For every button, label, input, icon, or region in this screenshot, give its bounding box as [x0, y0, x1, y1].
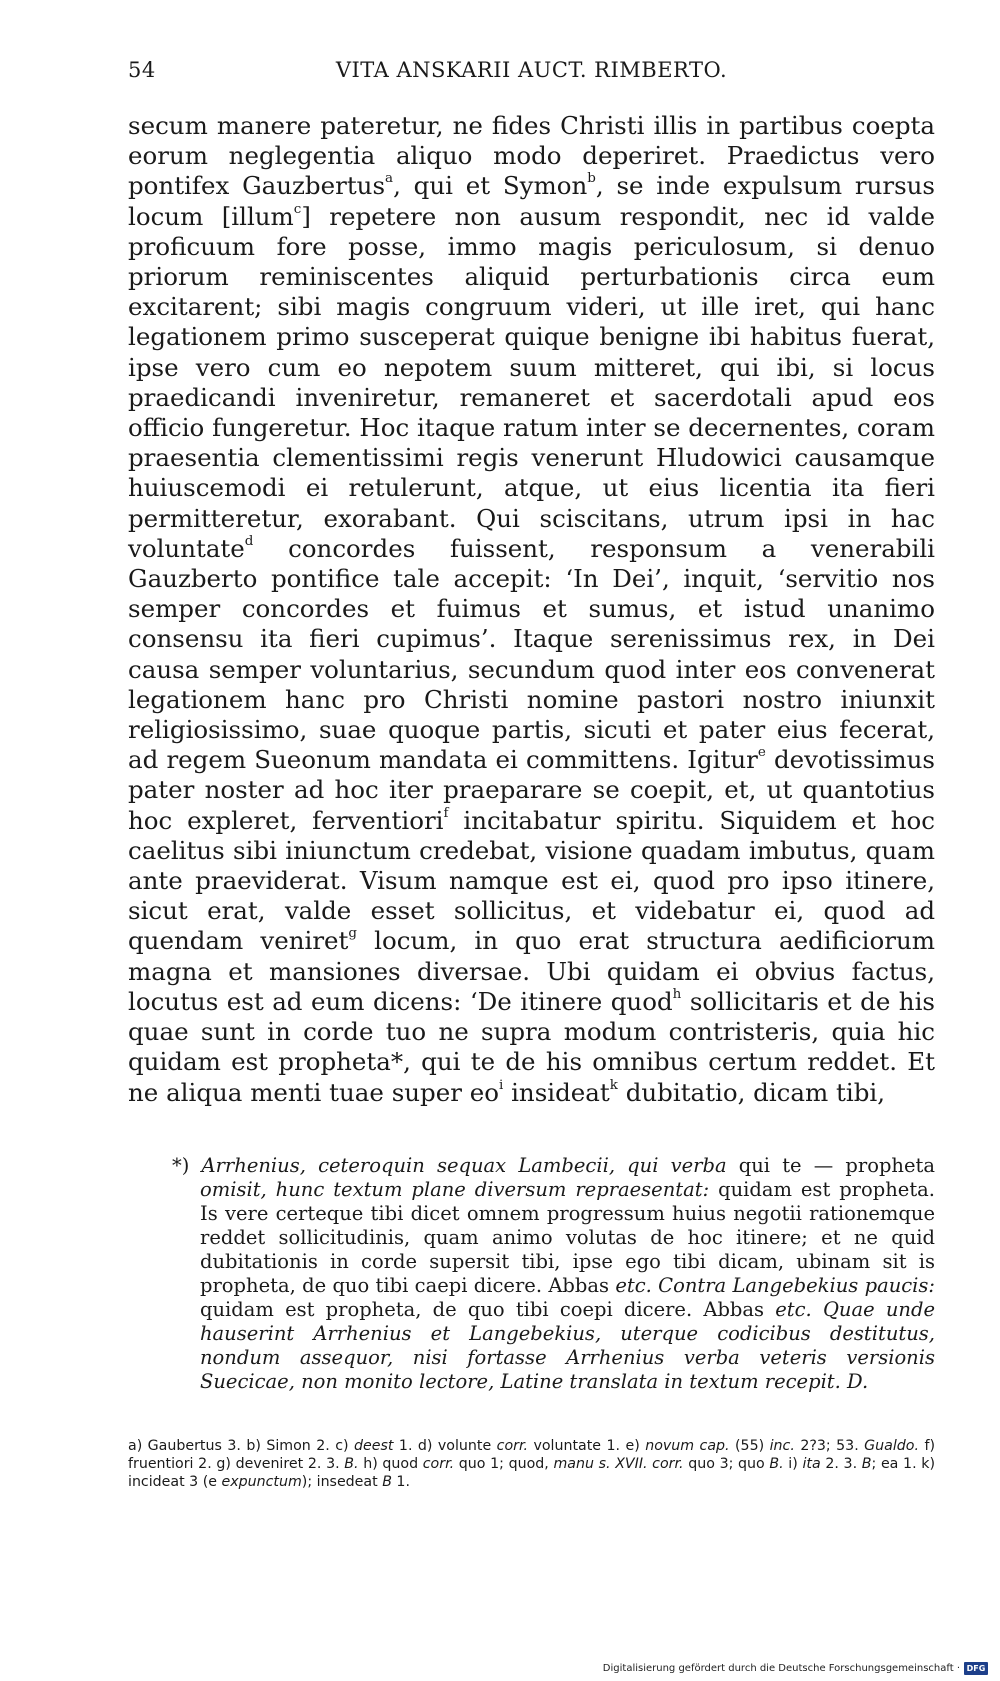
text-run: etc. Contra Langebekius paucis:	[615, 1274, 935, 1297]
text-run: qui te — propheta	[726, 1154, 935, 1177]
footnote-marker: g	[348, 925, 358, 942]
editor-footnote	[172, 1154, 935, 1394]
running-title: VITA ANSKARII AUCT. RIMBERTO.	[335, 58, 728, 82]
text-run: expunctum	[221, 1474, 302, 1490]
text-run: 2. 3.	[820, 1456, 862, 1472]
text-run: , se inde expulsum rursus locum [illum	[128, 171, 936, 231]
footnote-marker: a	[385, 170, 394, 187]
text-run: Arrhenius, ceteroquin sequax Lambecii, qui verba	[201, 1154, 727, 1177]
text-run: etc. Quae unde hauserint Arrhenius et Langebekius, uterque codicibus destitutus, nondum assequor, nisi fortasse Arrhenius verba veteris versionis Suecicae, non monito lectore, Latine translata in textum recepit. D.	[200, 1298, 935, 1393]
text-run: manu s. XVII. corr.	[553, 1456, 684, 1472]
text-run: corr.	[422, 1456, 455, 1472]
text-run: quo 1; quod,	[454, 1456, 554, 1472]
text-run: a) Gaubertus 3. b) Simon 2. c)	[128, 1438, 355, 1454]
text-run: voluntate 1. e)	[528, 1438, 646, 1454]
text-run: (55)	[729, 1438, 770, 1454]
text-run: ); insedeat	[301, 1474, 383, 1490]
footnote-marker: k	[609, 1076, 618, 1093]
text-run: inc.	[769, 1438, 795, 1454]
text-run: ] repetere non ausum respondit, nec id valde proficuum fore posse, immo magis periculosum, si denuo priorum reminiscentes aliquid perturbationis circa eum excitarent; sibi magis congruum videri, ut ille iret, qui hanc legationem primo susceperat quique benigne ibi habitus fuerat, ipse vero cum eo nepotem suum mitteret, qui ibi, si locus praedicandi inveniretur, remaneret et sacerdotali apud eos officio fungeretur. Hoc itaque ratum inter se decernentes, coram praesentia clementissimi regis venerunt Hludowici causamque huiuscemodi ei retulerunt, atque, ut eius licentia ita fieri permitteretur, exorabant. Qui sciscitans, utrum ipsi in hac voluntate	[128, 201, 936, 563]
credit-text: Digitalisierung gefördert durch die Deutsche Forschungsgemeinschaft ·	[602, 1662, 960, 1674]
text-run: f) fruentiori 2. g) deveniret 2. 3.	[128, 1438, 935, 1472]
text-run: secum manere pateretur, ne fides Christi illis in partibus coepta eorum neglegentia aliquo modo deperiret. Praedictus vero pontifex Gauzbertus	[128, 111, 935, 201]
text-run: B	[861, 1456, 872, 1472]
text-run: i)	[783, 1456, 803, 1472]
text-run: novum cap.	[645, 1438, 730, 1454]
digitization-credit	[603, 1660, 988, 1676]
text-run: ; ea 1. k) incideat 3 (e	[128, 1456, 935, 1490]
text-run: sollicitaris et de his quae sunt in corde tuo ne supra modum contristeris, quia hic quidam est propheta*, qui te de his omnibus certum reddet. Et ne aliqua menti tuae super eo	[128, 986, 935, 1107]
text-run: devotissimus pater noster ad hoc iter praeparare se coepit, et, ut quantotius hoc expleret, ferventiori	[128, 745, 935, 835]
main-paragraph	[128, 111, 935, 1108]
text-run: , qui et Symon	[393, 171, 588, 201]
text-run: B	[382, 1474, 392, 1490]
text-run: B.	[344, 1456, 359, 1472]
footnote-marker: e	[757, 744, 766, 761]
text-run: h) quod	[358, 1456, 423, 1472]
text-run: deest	[354, 1438, 394, 1454]
text-run: locum, in quo erat structura aedificiorum magna et mansiones diversae. Ubi quidam ei obvius factus, locutus est ad eum dicens: ‘De itinere quod	[128, 926, 935, 1016]
footnote-paragraph	[172, 1154, 935, 1394]
text-run: insideat	[503, 1077, 610, 1107]
main-text	[128, 111, 935, 1108]
footnote-marker: c	[293, 200, 302, 217]
text-run: 1.	[391, 1474, 410, 1490]
text-run: *)	[172, 1154, 202, 1177]
critical-apparatus	[128, 1437, 935, 1491]
footnote-marker: b	[587, 170, 596, 187]
page-number: 54	[128, 58, 156, 82]
text-run: 1. d) volunte	[393, 1438, 497, 1454]
text-run: quidam est propheta, de quo tibi coepi dicere. Abbas	[200, 1298, 776, 1321]
apparatus-paragraph	[128, 1437, 935, 1491]
text-run: dubitatio, dicam tibi,	[617, 1077, 886, 1107]
text-run: concordes fuissent, responsum a venerabili Gauzberto pontifice tale accepit: ‘In Dei’, inquit, ‘servitio nos semper concordes et fuimus et sumus, et istud unanimo consensu ita fieri cupimus’. Itaque serenissimus rex, in Dei causa semper voluntarius, secundum quod inter eos convenerat legationem hanc pro Christi nomine pastori nostro iniunxit religiosissimo, suae quoque partis, sicuti et pater eius fecerat, ad regem Sueonum mandata ei committens. Igitur	[128, 533, 935, 775]
text-run: 2?3; 53.	[794, 1438, 865, 1454]
text-run: B.	[769, 1456, 784, 1472]
text-run: quo 3; quo	[683, 1456, 770, 1472]
text-run: omisit, hunc textum plane diversum repraesentat:	[200, 1178, 710, 1201]
text-run: incitabatur spiritu. Siquidem et hoc caelitus sibi iniunctum credebat, visione quadam imbutus, quam ante praeviderat. Visum namque est ei, quod pro ipso itinere, sicut erat, valde esset sollicitus, et videbatur ei, quod ad quendam veniret	[128, 805, 935, 956]
text-run: Gualdo.	[864, 1438, 919, 1454]
dfg-logo: DFG	[964, 1662, 988, 1675]
footnote-marker: i	[498, 1076, 504, 1093]
text-run: ita	[802, 1456, 821, 1472]
footnote-marker: h	[672, 985, 682, 1002]
running-header	[128, 58, 935, 92]
footnote-marker: d	[244, 532, 254, 549]
text-run: quidam est propheta. Is vere certeque tibi dicet omnem progressum huius negotii rationemque reddet sollicitudinis, quam animo volutas de hoc itinere; et ne quid dubitationis in corde supersit tibi, ipse ego tibi dicam, ubinam sit is propheta, de quo tibi caepi dicere. Abbas	[200, 1178, 935, 1297]
text-run: corr.	[496, 1438, 529, 1454]
footnote-marker: f	[443, 804, 449, 821]
